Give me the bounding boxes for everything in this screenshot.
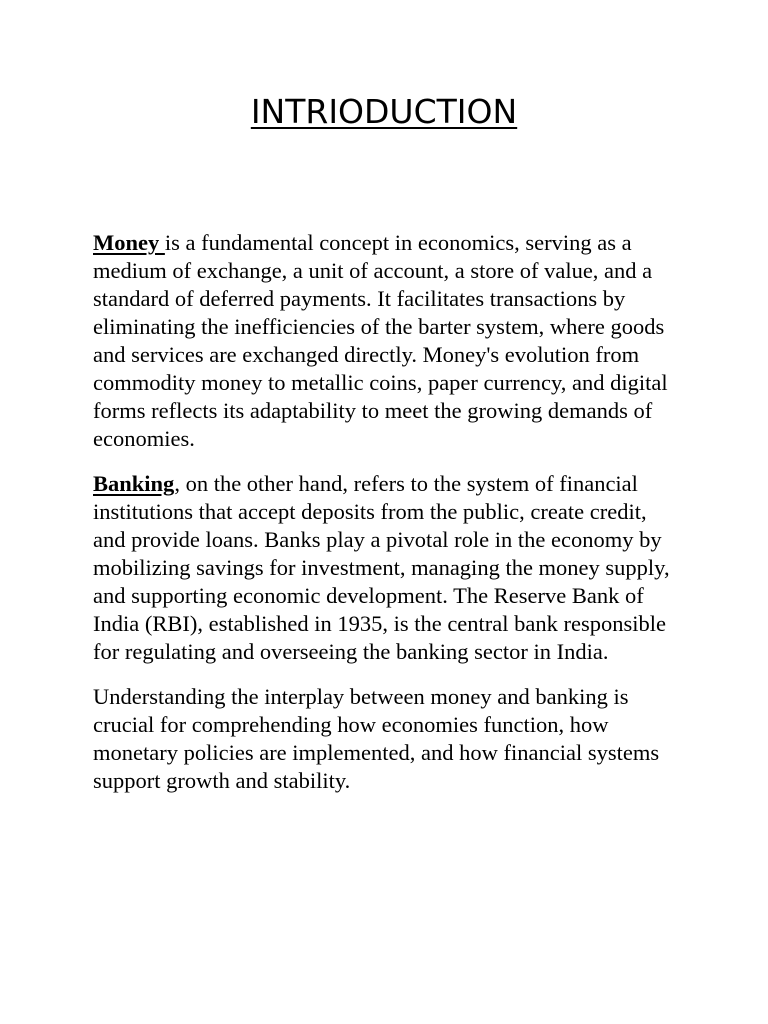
document-body [93, 229, 683, 812]
term-money: Money [93, 230, 165, 255]
paragraph-money-text: is a fundamental concept in economics, serving as a medium of exchange, a unit of account, a store of value, and a standard of deferred payments. It facilitates transactions by eliminating the inefficiencies of the barter system, where goods and services are exchanged directly. Money's evolution from commodity money to metallic coins, paper currency, and digital forms reflects its adaptability to meet the growing demands of economies. [93, 230, 668, 451]
page-title: INTRIODUCTION [250, 92, 518, 131]
paragraph-money [93, 229, 683, 453]
paragraph-interplay [93, 683, 683, 795]
paragraph-banking [93, 470, 683, 666]
term-banking: Banking [93, 471, 175, 496]
paragraph-interplay-text: Understanding the interplay between money and banking is crucial for comprehending how economies function, how monetary policies are implemented, and how financial systems support growth and stability. [93, 684, 660, 793]
paragraph-banking-text: , on the other hand, refers to the system of financial institutions that accept deposits from the public, create credit, and provide loans. Banks play a pivotal role in the economy by mobilizing savings for investment, managing the money supply, and supporting economic development. The Reserve Bank of India (RBI), established in 1935, is the central bank responsible for regulating and overseeing the banking sector in India. [93, 471, 670, 664]
